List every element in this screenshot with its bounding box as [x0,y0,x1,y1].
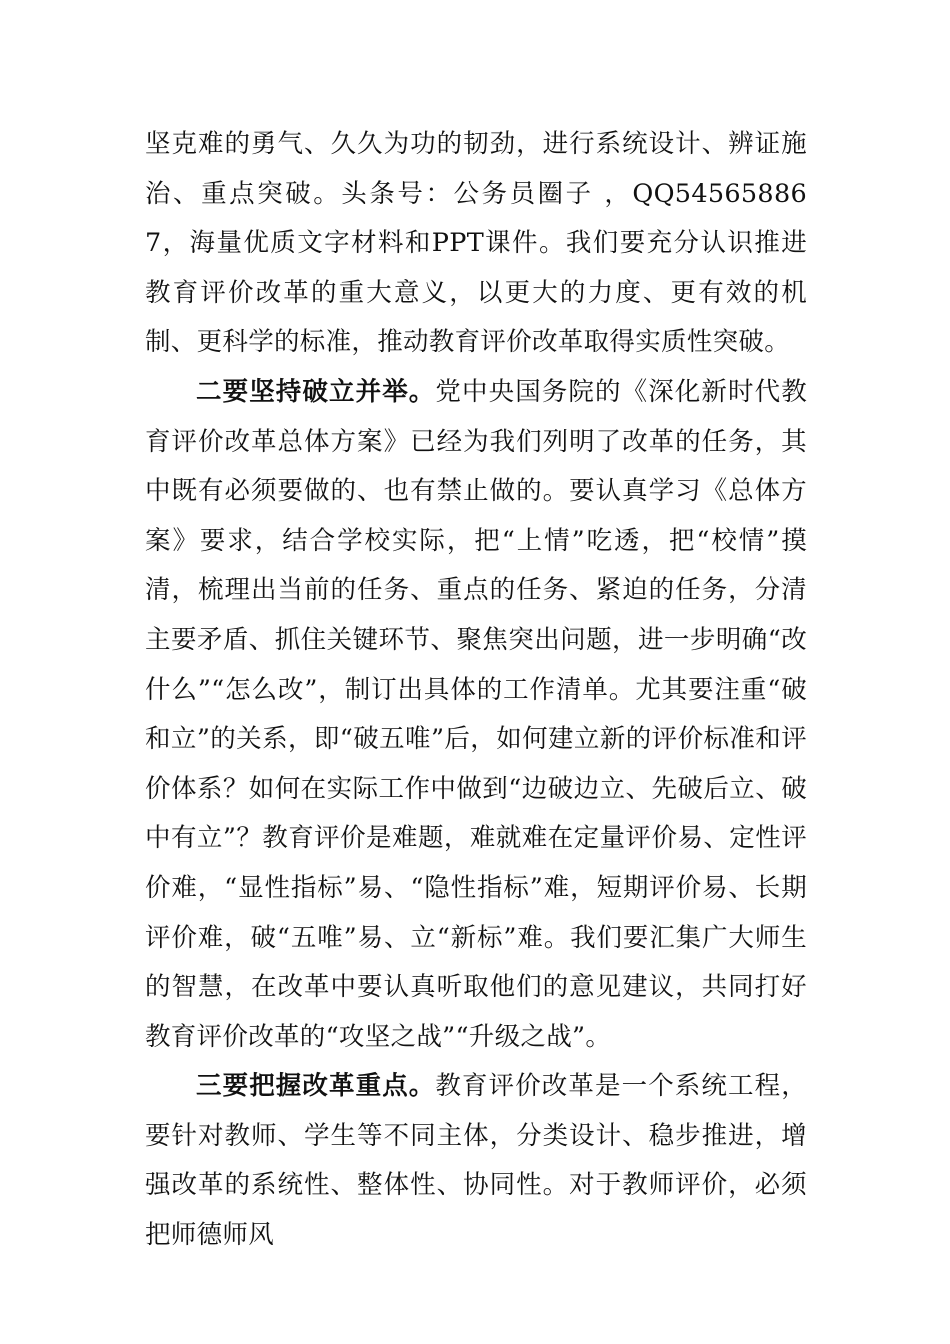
paragraph-2-text: 党中央国务院的《深化新时代教育评价改革总体方案》已经为我们列明了改革的任务，其中既有必须要做的、也有禁止做的。要认真学习《总体方案》要求，结合学校实际，把“上情”吃透，把“校情”摸清，梳理出当前的任务、重点的任务、紧迫的任务，分清主要矛盾、抓住关键环节、聚焦突出问题，进一步明确“改什么”“怎么改”，制订出具体的工作清单。尤其要注重“破和立”的关系，即“破五唯”后，如何建立新的评价标准和评价体系？如何在实际工作中做到“边破边立、先破后立、破中有立”？教育评价是难题，难就难在定量评价易、定性评价难，“显性指标”易、“隐性指标”难，短期评价易、长期评价难，破“五唯”易、立“新标”难。我们要汇集广大师生的智慧，在改革中要认真听取他们的意见建议，共同打好教育评价改革的“攻坚之战”“升级之战”。 [145,376,808,1052]
paragraph-3-lead: 三要把握改革重点。 [196,1071,436,1102]
paragraph-3 [145,1062,807,1260]
document-page [145,120,807,1261]
paragraph-2-lead: 二要坚持破立并举。 [196,376,436,407]
paragraph-2 [145,368,807,1062]
paragraph-3-text: 教育评价改革是一个系统工程，要针对教师、学生等不同主体，分类设计、稳步推进，增强改革的系统性、整体性、协同性。对于教师评价，必须把师德师风 [145,1071,808,1251]
paragraph-1 [145,120,807,368]
paragraph-1-text: 坚克难的勇气、久久为功的韧劲，进行系统设计、辨证施治、重点突破。头条号：公务员圈子 ，QQ545658867，海量优质文字材料和PPT课件。我们要充分认识推进教育评价改革的重大意义，以更大的力度、更有效的机制、更科学的标准，推动教育评价改革取得实质性突破。 [145,129,807,358]
